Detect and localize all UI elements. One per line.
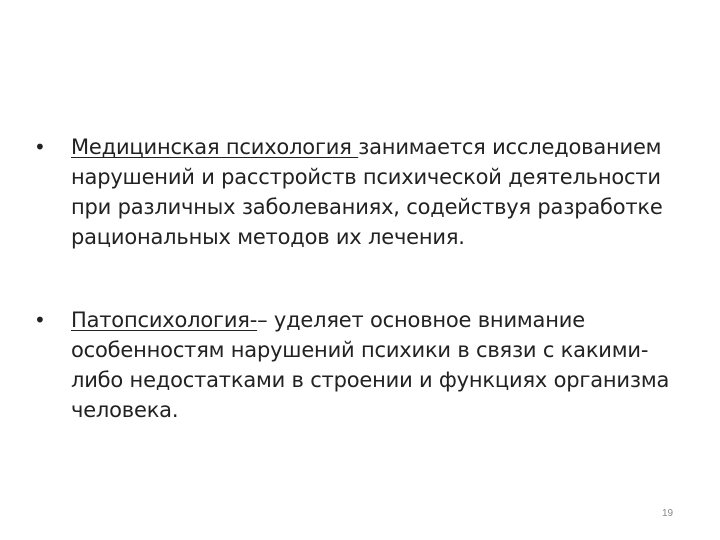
page-number: 19: [662, 508, 674, 519]
bullet-item-pathopsychology: [34, 305, 694, 425]
bullet-marker: •: [34, 135, 46, 159]
term-pathopsychology: Патопсихология-: [71, 308, 258, 332]
bullet-list: [34, 132, 694, 425]
definition-text: занимается исследованием нарушений и расстройств психической деятельности при различных заболеваниях, содействуя разработке рациональных методов их лечения.: [71, 135, 663, 249]
term-medical-psychology: Медицинская психология: [71, 135, 359, 159]
definition-text: – уделяет основное внимание особенностям нарушений психики в связи с какими-либо недостатками в строении и функциях организма человека.: [71, 308, 670, 422]
bullet-marker: •: [34, 308, 46, 332]
bullet-item-medical-psychology: [34, 132, 694, 252]
